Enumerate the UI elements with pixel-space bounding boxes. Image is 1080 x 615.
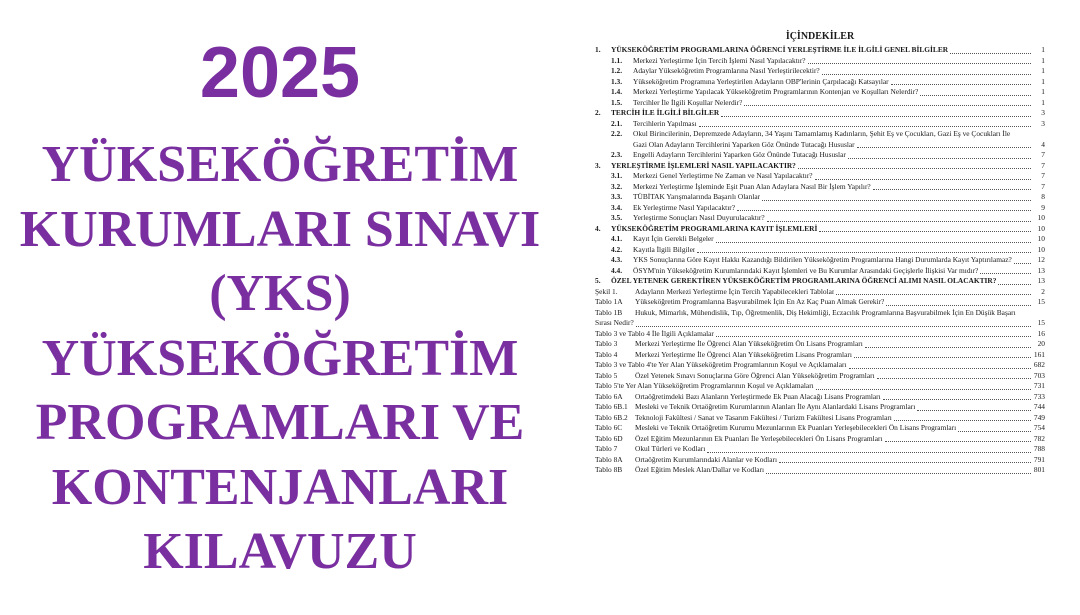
cover-title-line: YÜKSEKÖĞRETİM: [41, 136, 519, 193]
toc-leader-dots: [737, 210, 1031, 211]
toc-entry-number: 1.1.: [611, 55, 623, 65]
toc-entry-text: YÜKSEKÖĞRETİM PROGRAMLARINA KAYIT İŞLEMLERİ: [611, 223, 818, 233]
toc-page-number: 782: [1033, 433, 1045, 443]
cover-title-line: (YKS): [209, 265, 351, 322]
toc-entry-text: Ortaöğretimdeki Bazı Alanların Yerleştirmede Ek Puan Alacağı Lisans Programları: [635, 391, 881, 401]
toc-page-number: 10: [1037, 213, 1045, 222]
toc-entry-number: Tablo 1B: [595, 307, 623, 317]
toc-entry-number: 3.3.: [611, 192, 623, 201]
toc-entry-text: Ek Yerleştirme Nasıl Yapılacaktır?: [633, 202, 736, 212]
toc-leader-dots: [848, 158, 1031, 159]
toc-entry-text: Mesleki ve Teknik Ortaöğretim Kurumlarının Alanları İle Aynı Alanlardaki Lisans Programları: [635, 402, 916, 411]
toc-entry: [595, 455, 1045, 466]
toc-entry: [595, 245, 1045, 256]
cover-title: [0, 133, 560, 585]
toc-leader-dots: [819, 231, 1031, 232]
toc-entry-text: Merkezi Genel Yerleştirme Ne Zaman ve Nasıl Yapılacaktır?: [633, 171, 813, 180]
toc-page-number: 731: [1033, 381, 1045, 390]
toc-entry: [595, 287, 1045, 298]
toc-entry-number: 4.4.: [611, 265, 623, 275]
toc-entry: [595, 213, 1045, 224]
toc-entry-text: Yerleştirme Sonuçları Nasıl Duyurulacaktır?: [633, 213, 765, 222]
toc-leader-dots: [873, 189, 1031, 190]
toc-entry: [595, 276, 1045, 287]
toc-entry-text: Tercihler İle İlgili Koşullar Nelerdir?: [633, 97, 743, 107]
toc-page-number: 1: [1041, 66, 1045, 75]
toc-leader-dots: [762, 200, 1031, 201]
toc-entry-number: 3.5.: [611, 213, 623, 222]
toc-entry-text: YKS Sonuçlarına Göre Kayıt Hakkı Kazandığı Bildirilen Yükseköğretim Programlarına Hangi Durumlarda Kayıt Yaptırılamaz?: [633, 255, 1012, 264]
toc-entry-number: 3.4.: [611, 202, 623, 212]
toc-page-number: 8: [1041, 192, 1045, 201]
toc-entry-text-cont: Gazi Olan Adayların Tercihlerini Yaparken Göz Önünde Tutacağı Hususlar: [633, 139, 855, 149]
toc-leader-dots: [779, 462, 1031, 463]
toc-entry: [595, 434, 1045, 445]
toc-page-number: 682: [1033, 360, 1045, 369]
toc-entry: [595, 77, 1045, 88]
toc-entry-number: 2.2.: [611, 129, 623, 138]
toc-entry-text-cont: Sırası Nedir?: [595, 318, 634, 327]
toc-entry-text: Merkezi Yerleştirme İle Öğrenci Alan Yükseköğretim Lisans Programları: [635, 349, 852, 359]
cover-title-line: PROGRAMLARI VE: [35, 394, 525, 451]
toc-entry-continuation: [595, 140, 1045, 151]
toc-entry: [595, 66, 1045, 77]
toc-leader-dots: [894, 420, 1031, 421]
toc-entry-number: Tablo 8A: [595, 454, 623, 464]
cover-title-line: KURUMLARI SINAVI: [19, 200, 541, 258]
toc-entry-number: Tablo 7: [595, 444, 618, 453]
toc-entry-number: 1.5.: [611, 97, 623, 107]
toc-entry: [595, 45, 1045, 56]
table-of-contents: [595, 30, 1045, 476]
toc-leader-dots: [883, 399, 1031, 400]
toc-entry: [595, 392, 1045, 403]
toc-leader-dots: [950, 53, 1031, 54]
toc-page-number: 744: [1033, 402, 1045, 411]
toc-leader-dots: [877, 378, 1031, 379]
toc-entry-number: Tablo 6B.2: [595, 412, 628, 422]
toc-page-number: 2: [1041, 286, 1045, 296]
toc-page-number: 10: [1037, 244, 1045, 254]
toc-entry-text: Merkezi Yerleştirme Yapılacak Yükseköğretim Programlarının Kontenjan ve Koşulları Nelerdir?: [633, 87, 919, 96]
toc-entry: [595, 423, 1045, 434]
toc-entry-text: Merkezi Yerleştirme İçin Tercih İşlemi Nasıl Yapılacaktır?: [633, 55, 806, 65]
toc-entry-text: Kayıtla İlgili Bilgiler: [633, 244, 696, 254]
toc-leader-dots: [766, 473, 1031, 474]
toc-entry: [595, 87, 1045, 98]
toc-entry: [595, 465, 1045, 476]
toc-leader-dots: [980, 273, 1031, 274]
toc-entry: [595, 129, 1045, 140]
toc-page-number: 7: [1041, 181, 1045, 191]
toc-page-number: 7: [1041, 150, 1045, 159]
toc-page-number: 754: [1033, 423, 1045, 432]
toc-entry-text: ÖZEL YETENEK GEREKTİREN YÜKSEKÖĞRETİM PROGRAMLARINA ÖĞRENCİ ALIMI NASIL OLACAKTIR?: [611, 276, 997, 285]
toc-entry-text: Tablo 3 ve Tablo 4 İle İlgili Açıklamalar: [595, 328, 714, 338]
toc-entry: [595, 108, 1045, 119]
toc-leader-dots: [865, 347, 1031, 348]
toc-entry-text: Adaylar Yükseköğretim Programlarına Nasıl Yerleştirilecektir?: [633, 66, 820, 75]
toc-entry: [595, 360, 1045, 371]
toc-entry: [595, 308, 1045, 319]
toc-entry-text: Merkezi Yerleştirme İle Öğrenci Alan Yükseköğretim Ön Lisans Programları: [635, 339, 863, 348]
cover-title-line: KILAVUZU: [143, 523, 417, 580]
cover-year: 2025: [199, 33, 361, 113]
toc-page-number: 1: [1041, 76, 1045, 86]
toc-page-number: 13: [1037, 276, 1045, 285]
toc-leader-dots: [815, 179, 1031, 180]
toc-entry-number: 1.3.: [611, 76, 623, 86]
toc-entry-number: 2.1.: [611, 118, 623, 128]
toc-entry: [595, 182, 1045, 193]
toc-entry: [595, 98, 1045, 109]
toc-page-number: 1: [1041, 87, 1045, 96]
toc-page-number: 788: [1033, 444, 1045, 453]
toc-entry-text: Teknoloji Fakültesi / Sanat ve Tasarım Fakültesi / Turizm Fakültesi Lisans Programları: [635, 412, 892, 422]
toc-leader-dots: [716, 336, 1031, 337]
toc-page-number: 15: [1037, 318, 1045, 327]
toc-entry: [595, 402, 1045, 413]
toc-entry-text: ÖSYM'nin Yükseköğretim Kurumlarındaki Kayıt İşlemleri ve Bu Kurumlar Arasındaki Geçişlerle İlişkisi Var mıdır?: [633, 265, 979, 275]
toc-entry-number: 3.: [595, 160, 601, 170]
toc-entry-text: Tercihlerin Yapılması: [633, 118, 697, 128]
toc-leader-dots: [920, 95, 1031, 96]
toc-entry-number: 4.2.: [611, 244, 623, 254]
toc-entry: [595, 234, 1045, 245]
toc-leader-dots: [707, 452, 1031, 453]
toc-page-number: 1: [1041, 55, 1045, 65]
toc-entry-number: Tablo 1A: [595, 297, 623, 306]
toc-entry: [595, 266, 1045, 277]
toc-entry: [595, 192, 1045, 203]
toc-entry-text: Okul Türleri ve Kodları: [635, 444, 706, 453]
toc-entry: [595, 297, 1045, 308]
toc-entry: [595, 119, 1045, 130]
toc-entry-number: Tablo 6D: [595, 433, 623, 443]
cover-title-line: KONTENJANLARI: [51, 458, 509, 516]
toc-entry: [595, 371, 1045, 382]
toc-entry-text: Tablo 3 ve Tablo 4'te Yer Alan Yükseköğretim Programlarının Koşul ve Açıklamaları: [595, 360, 847, 369]
toc-leader-dots: [958, 431, 1031, 432]
toc-entry: [595, 339, 1045, 350]
toc-entry: [595, 161, 1045, 172]
toc-entry-number: Tablo 4: [595, 349, 618, 359]
toc-entry-text: Kayıt İçin Gerekli Belgeler: [633, 234, 714, 243]
toc-leader-dots: [854, 357, 1031, 358]
toc-leader-dots: [744, 105, 1031, 106]
toc-entry-text: Merkezi Yerleştirme İşleminde Eşit Puan Alan Adaylara Nasıl Bir İşlem Yapılır?: [633, 181, 871, 191]
toc-page-number: 4: [1041, 139, 1045, 149]
toc-entry-number: Tablo 6B.1: [595, 402, 628, 411]
toc-leader-dots: [816, 389, 1031, 390]
toc-entry-number: Tablo 6C: [595, 423, 623, 432]
toc-page-number: 3: [1041, 118, 1045, 128]
toc-entry-text: Mesleki ve Teknik Ortaöğretim Kurumu Mezunlarının Ek Puanları Yerleşebilecekleri Ön Lisans Programları: [635, 423, 957, 432]
toc-entry: [595, 224, 1045, 235]
toc-leader-dots: [886, 305, 1031, 306]
toc-leader-dots: [917, 410, 1031, 411]
toc-entry-number: 4.1.: [611, 234, 623, 243]
toc-leader-dots: [808, 63, 1031, 64]
toc-entry: [595, 444, 1045, 455]
toc-leader-dots: [836, 294, 1031, 295]
toc-title: İÇİNDEKİLER: [785, 31, 855, 42]
toc-entry-number: Şekil 1.: [595, 286, 618, 296]
toc-page-number: 7: [1041, 160, 1045, 170]
toc-page-number: 9: [1041, 202, 1045, 212]
toc-entry-number: Tablo 6A: [595, 391, 623, 401]
toc-leader-dots: [998, 284, 1031, 285]
toc-entry-number: 1.: [595, 45, 601, 54]
toc-leader-dots: [767, 221, 1031, 222]
toc-entry-number: Tablo 8B: [595, 465, 623, 474]
toc-leader-dots: [716, 242, 1031, 243]
toc-entry-text: YÜKSEKÖĞRETİM PROGRAMLARINA ÖĞRENCİ YERLEŞTİRME İLE İLGİLİ GENEL BİLGİLER: [611, 45, 949, 54]
toc-page-number: 12: [1037, 255, 1045, 264]
toc-entry-text: Engelli Adayların Tercihlerini Yaparken Göz Önünde Tutacağı Hususlar: [633, 150, 846, 159]
toc-entry-number: 4.: [595, 223, 601, 233]
toc-leader-dots: [822, 74, 1031, 75]
toc-leader-dots: [885, 441, 1031, 442]
toc-list: [595, 45, 1045, 476]
toc-leader-dots: [1014, 263, 1031, 264]
toc-page-number: 20: [1037, 339, 1045, 348]
toc-page-number: 10: [1037, 223, 1045, 233]
toc-entry: [595, 150, 1045, 161]
toc-entry-number: 3.2.: [611, 181, 623, 191]
toc-entry-text: Yükseköğretim Programına Yerleştirilen Adayların OBP'lerinin Çarpılacağı Katsayılar: [633, 76, 889, 86]
toc-entry-text: Özel Eğitim Mezunlarının Ek Puanları İle Yerleşebilecekleri Ön Lisans Programları: [635, 433, 883, 443]
toc-leader-dots: [798, 168, 1031, 169]
toc-entry-text: Özel Eğitim Meslek Alan/Dallar ve Kodları: [635, 465, 765, 474]
toc-entry: [595, 350, 1045, 361]
toc-entry: [595, 329, 1045, 340]
toc-leader-dots: [849, 368, 1031, 369]
toc-entry-text: YERLEŞTİRME İŞLEMLERİ NASIL YAPILACAKTIR?: [611, 160, 796, 170]
toc-page-number: 161: [1033, 349, 1045, 359]
cover-title-line: YÜKSEKÖĞRETİM: [41, 329, 519, 387]
toc-entry-number: 4.3.: [611, 255, 623, 264]
toc-entry-number: 2.3.: [611, 150, 623, 159]
toc-entry-text: Ortaöğretim Kurumlarındaki Alanlar ve Kodları: [635, 454, 778, 464]
toc-page-number: 1: [1041, 45, 1045, 54]
toc-leader-dots: [891, 84, 1031, 85]
toc-page-number: 13: [1037, 265, 1045, 275]
toc-page-number: 733: [1033, 391, 1045, 401]
toc-entry: [595, 56, 1045, 67]
toc-entry: [595, 413, 1045, 424]
toc-page-number: 16: [1037, 328, 1045, 338]
toc-page-number: 15: [1037, 297, 1045, 306]
toc-leader-dots: [636, 326, 1031, 327]
toc-entry-number: Tablo 5: [595, 370, 618, 380]
toc-entry: [595, 203, 1045, 214]
toc-entry-text: Hukuk, Mimarlık, Mühendislik, Tıp, Öğretmenlik, Diş Hekimliği, Eczacılık Programlarına Başvurabilmek İçin En Düşük Başarı: [635, 307, 1016, 317]
toc-entry-text: Yükseköğretim Programlarına Başvurabilmek İçin En Az Kaç Puan Almak Gerekir?: [635, 297, 885, 306]
toc-entry-number: 5.: [595, 276, 601, 285]
toc-page-number: 10: [1037, 234, 1045, 243]
toc-entry-text: Okul Birincilerinin, Depremzede Adayların, 34 Yaşını Tamamlamış Kadınların, Şehit Eş ve Çocukları, Gazi Eş ve Çocukları İle: [633, 129, 1011, 138]
toc-entry-number: Tablo 3: [595, 339, 618, 348]
toc-page-number: 791: [1033, 454, 1045, 464]
toc-page-number: 703: [1033, 370, 1045, 380]
toc-page-number: 1: [1041, 97, 1045, 107]
toc-entry-number: 2.: [595, 108, 601, 117]
toc-entry-text: Tablo 5'te Yer Alan Yükseköğretim Programlarının Koşul ve Açıklamaları: [595, 381, 814, 390]
toc-page-number: 3: [1041, 108, 1045, 117]
toc-entry-text: Adayların Merkezi Yerleştirme İçin Tercih Yapabilecekleri Tablolar: [635, 286, 835, 296]
toc-entry: [595, 171, 1045, 182]
toc-entry-number: 1.2.: [611, 66, 623, 75]
toc-entry: [595, 255, 1045, 266]
toc-leader-dots: [697, 252, 1031, 253]
toc-entry-continuation: [595, 318, 1045, 329]
toc-page-number: 801: [1033, 465, 1045, 474]
toc-leader-dots: [699, 126, 1031, 127]
toc-entry-number: 3.1.: [611, 171, 623, 180]
toc-entry-text: Özel Yetenek Sınavı Sonuçlarına Göre Öğrenci Alan Yükseköğretim Programları: [635, 370, 875, 380]
toc-leader-dots: [857, 147, 1031, 148]
toc-page-number: 749: [1033, 412, 1045, 422]
toc-page-number: 7: [1041, 171, 1045, 180]
toc-entry-text: TÜBİTAK Yarışmalarında Başarılı Olanlar: [633, 192, 761, 201]
toc-leader-dots: [721, 116, 1031, 117]
toc-entry-number: 1.4.: [611, 87, 623, 96]
toc-entry: [595, 381, 1045, 392]
toc-entry-text: TERCİH İLE İLGİLİ BİLGİLER: [611, 108, 720, 117]
